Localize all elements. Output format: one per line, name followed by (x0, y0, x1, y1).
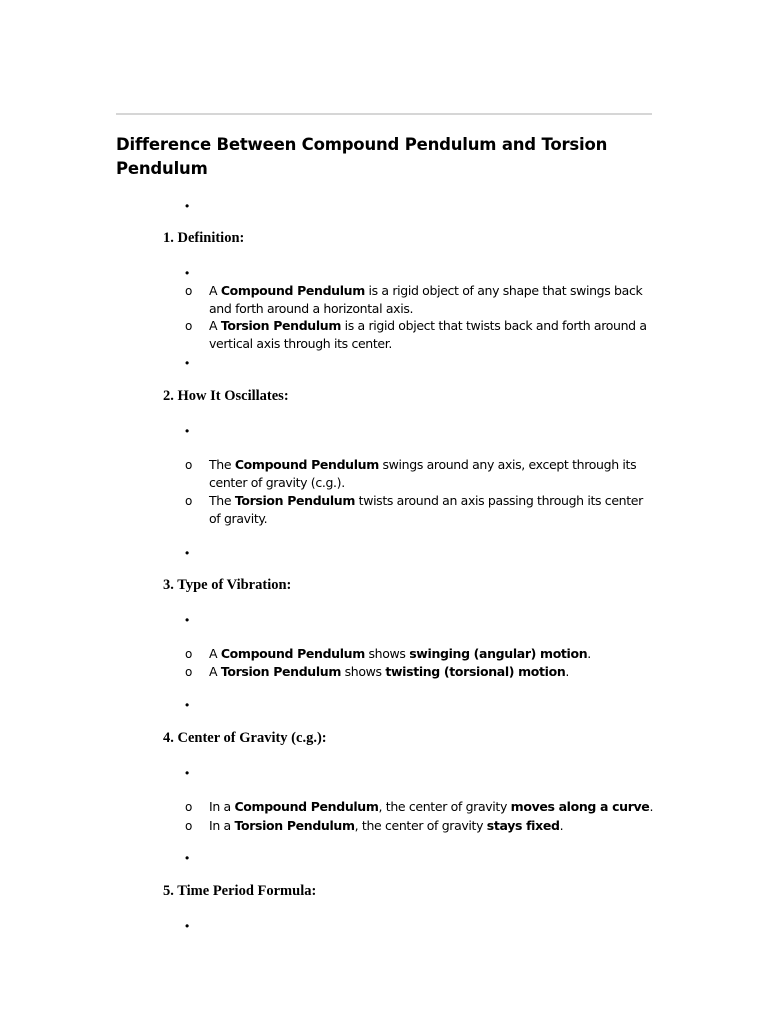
page-title: Difference Between Compound Pendulum and Torsion Pendulum (116, 135, 608, 178)
bullet-marker: • (185, 766, 190, 780)
list-item: o The Torsion Pendulum twists around an axis passing through its center of gravity. (185, 493, 643, 526)
bullet-marker: • (185, 424, 190, 438)
list-marker: o (185, 647, 192, 661)
bullet-marker: • (185, 851, 190, 865)
list-marker: o (185, 458, 192, 472)
section-heading-time-period: 5. Time Period Formula: (163, 883, 317, 899)
section-heading-vibration: 3. Type of Vibration: (163, 577, 292, 593)
list-marker: o (185, 494, 192, 508)
bullet-marker: • (185, 266, 190, 280)
list-item: o A Compound Pendulum is a rigid object of any shape that swings back and forth around a horizontal axis. (185, 283, 643, 316)
list-marker: o (185, 665, 192, 679)
bullet-marker: • (185, 356, 190, 370)
bullet-marker: • (185, 199, 190, 213)
list-marker: o (185, 284, 192, 298)
bullet-marker: • (185, 613, 190, 627)
list-item: o A Torsion Pendulum is a rigid object that twists back and forth around a vertical axis through its center. (185, 318, 647, 351)
list-item: o In a Torsion Pendulum, the center of gravity stays fixed. (185, 818, 564, 833)
bullet-marker: • (185, 546, 190, 560)
section-heading-definition: 1. Definition: (163, 230, 245, 246)
list-marker: o (185, 800, 192, 814)
bullet-marker: • (185, 919, 190, 933)
bullet-marker: • (185, 698, 190, 712)
horizontal-rule (116, 113, 652, 115)
list-marker: o (185, 819, 192, 833)
list-item: o A Torsion Pendulum shows twisting (torsional) motion. (185, 664, 570, 679)
list-item: o A Compound Pendulum shows swinging (angular) motion. (185, 646, 591, 661)
section-heading-oscillation: 2. How It Oscillates: (163, 388, 289, 404)
list-marker: o (185, 319, 192, 333)
section-heading-center-of-gravity: 4. Center of Gravity (c.g.): (163, 730, 327, 746)
list-item: o The Compound Pendulum swings around any axis, except through its center of gravity (c.g.). (185, 457, 637, 490)
list-item: o In a Compound Pendulum, the center of gravity moves along a curve. (185, 799, 654, 814)
